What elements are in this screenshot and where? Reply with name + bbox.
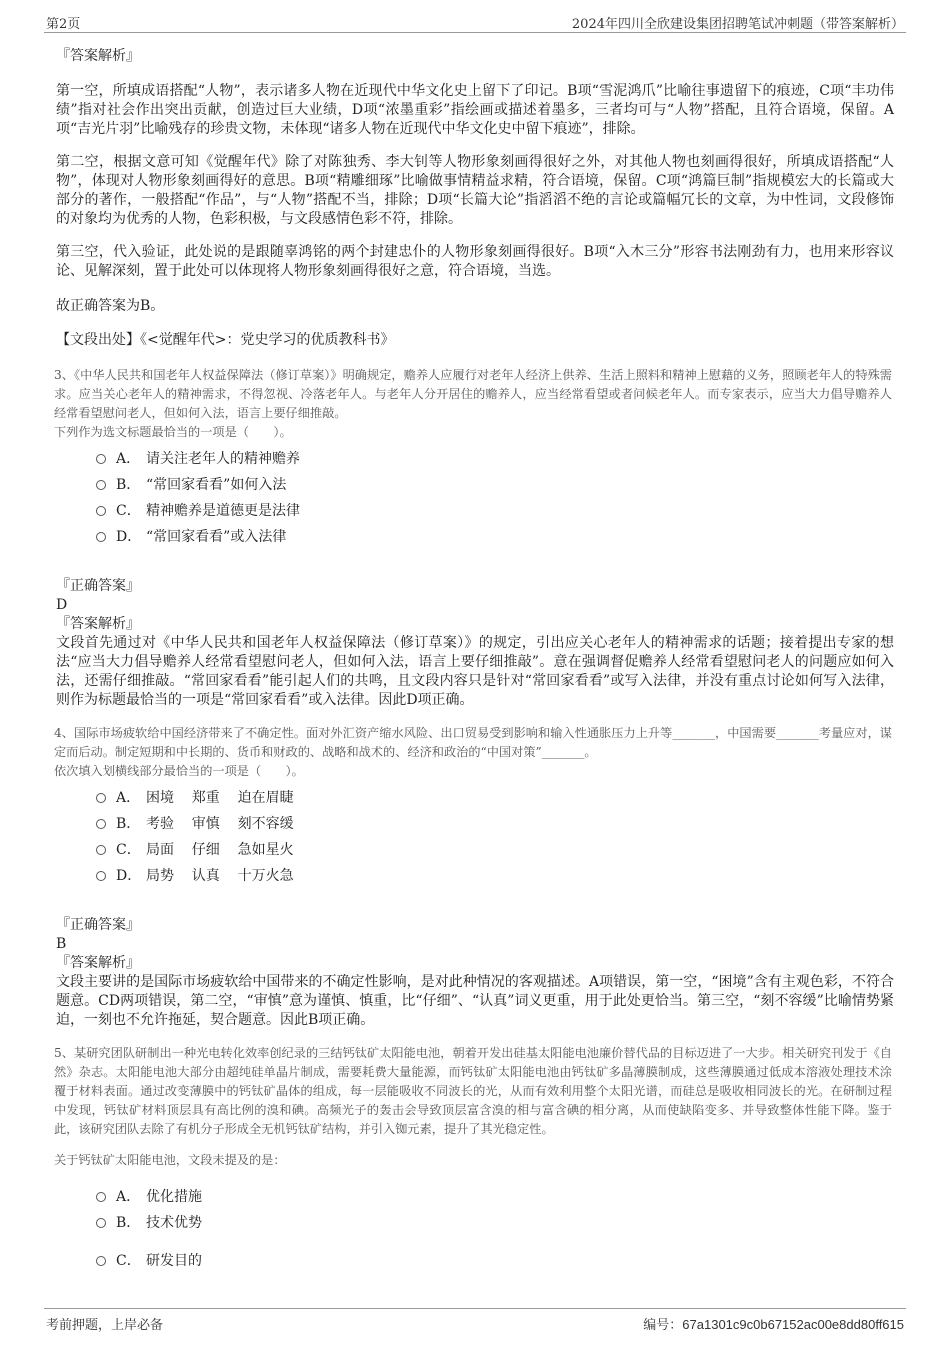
- question-prompt: 依次填入划横线部分最恰当的一项是（ ）。: [54, 764, 304, 778]
- radio-button[interactable]: [96, 480, 106, 490]
- footer-slogan: 考前押题，上岸必备: [46, 1318, 164, 1333]
- option-d[interactable]: D． “常回家看看”或入法律: [96, 524, 894, 550]
- text-source: 【文段出处】《<觉醒年代>：党史学习的优质教科书》: [56, 332, 395, 348]
- option-c[interactable]: C． 精神赡养是道德更是法律: [96, 498, 894, 524]
- analysis-conclusion: 故正确答案为B。: [56, 298, 165, 314]
- option-d[interactable]: D． 局势 认真 十万火急: [96, 863, 894, 889]
- option-a[interactable]: A． 请关注老年人的精神赡养: [96, 446, 894, 472]
- radio-button[interactable]: [96, 454, 106, 464]
- page-footer: [44, 1308, 906, 1333]
- question-5: [56, 1044, 894, 1274]
- option-b[interactable]: B． 技术优势: [96, 1210, 894, 1236]
- radio-button[interactable]: [96, 506, 106, 516]
- analysis-paragraph-3: 第三空，代入验证，此处说的是跟随辜鸿铭的两个封建忠仆的人物形象刻画得很好。B项“入木三分”形容书法刚劲有力，也用来形容议论、见解深刻，置于此处可以体现将人物形象刻画得很好之意，符合语境，当选。: [56, 244, 894, 279]
- analysis-paragraph-2: 第二空，根据文意可知《觉醒年代》除了对陈独秀、李大钊等人物形象刻画得很好之外，对其他人物也刻画得很好，所填成语搭配“人物”，体现对人物形象刻画得好的意思。B项“精雕细琢”比喻做事情精益求精，符合语境，保留。C项“鸿篇巨制”指规模宏大的长篇或大部分的著作，一般搭配“作品”，与“人物”搭配不当，排除；D项“长篇大论”指滔滔不绝的言论或篇幅冗长的文章，为中性词，文段修饰的对象均为优秀的人物，色彩积极，与文段感情色彩不符，排除。: [56, 154, 894, 227]
- option-b[interactable]: B． “常回家看看”如何入法: [96, 472, 894, 498]
- option-c[interactable]: C． 局面 仔细 急如星火: [96, 837, 894, 863]
- analysis-label: 『答案解析』: [56, 955, 140, 971]
- radio-button[interactable]: [96, 532, 106, 542]
- question-3: [56, 366, 894, 710]
- question-stem: 4、国际市场疲软给中国经济带来了不确定性。面对外汇资产缩水风险、出口贸易受到影响和输入性通胀压力上升等_______，中国需要_______考量应对，谋定而后动。制定短期和中长期的、货币和财政的、战略和战术的、经济和政治的“中国对策”_______。: [54, 726, 892, 759]
- analysis-text: 文段主要讲的是国际市场疲软给中国带来的不确定性影响，是对此种情况的客观描述。A项错误，第一空，“困境”含有主观色彩，不符合题意。CD两项错误，第二空，“审慎”意为谨慎、慎重，比“仔细”、“认真”词义更重，用于此处更恰当。第三空，“刻不容缓”比喻情势紧迫，一刻也不允许拖延，契合题意。因此B项正确。: [56, 974, 894, 1028]
- correct-answer-label: 『正确答案』: [56, 917, 140, 933]
- option-list: [96, 446, 894, 550]
- option-b[interactable]: B． 考验 审慎 刻不容缓: [96, 811, 894, 837]
- radio-button[interactable]: [96, 845, 106, 855]
- page-number: 第2页: [46, 17, 81, 32]
- page-header: [44, 10, 906, 33]
- option-c[interactable]: C． 研发目的: [96, 1248, 894, 1274]
- option-a[interactable]: A． 优化措施: [96, 1184, 894, 1210]
- radio-button[interactable]: [96, 871, 106, 881]
- document-code: 编号：67a1301c9c0b67152ac00e8dd80ff615: [643, 1317, 904, 1333]
- correct-answer: D: [56, 597, 68, 613]
- document-title: 2024年四川全欣建设集团招聘笔试冲刺题（带答案解析）: [571, 17, 904, 32]
- option-a[interactable]: A． 困境 郑重 迫在眉睫: [96, 785, 894, 811]
- analysis-label: 『答案解析』: [56, 616, 140, 632]
- analysis-paragraph-1: 第一空，所填成语搭配“人物”，表示诸多人物在近现代中华文化史上留下了印记。B项“雪泥鸿爪”比喻往事遗留下的痕迹，C项“丰功伟绩”指对社会作出突出贡献，创造过巨大业绩，D项“浓墨重彩”指绘画或描述着墨多，三者均可与“人物”搭配，且符合语境，保留。A项“吉光片羽”比喻残存的珍贵文物，未体现“诸多人物在近现代中华文化史中留下痕迹”，排除。: [56, 83, 894, 137]
- question-stem: 3、《中华人民共和国老年人权益保障法（修订草案）》明确规定，赡养人应履行对老年人经济上供养、生活上照料和精神上慰藉的义务，照顾老年人的特殊需求。应当关心老年人的精神需求，不得忽视、冷落老年人。与老年人分开居住的赡养人，应当经常看望或者问候老年人。而专家表示，应当大力倡导赡养人经常看望慰问老人，但如何入法，语言上要仔细推敲。: [54, 368, 892, 420]
- radio-button[interactable]: [96, 819, 106, 829]
- radio-button[interactable]: [96, 1256, 106, 1266]
- question-prompt: 下列作为选文标题最恰当的一项是（ ）。: [54, 425, 292, 439]
- question-prompt: 关于钙钛矿太阳能电池，文段未提及的是：: [54, 1153, 286, 1167]
- question-4: [56, 724, 894, 1030]
- radio-button[interactable]: [96, 1218, 106, 1228]
- radio-button[interactable]: [96, 793, 106, 803]
- analysis-label: 『答案解析』: [56, 48, 140, 64]
- question-stem: 5、某研究团队研制出一种光电转化效率创纪录的三结钙钛矿太阳能电池，朝着开发出硅基太阳能电池廉价替代品的目标迈进了一大步。相关研究刊发于《自然》杂志。太阳能电池大部分由超纯硅单晶片制成，需要耗费大量能源，而钙钛矿太阳能电池由钙钛矿多晶薄膜制成，这些薄膜通过低成本溶液处理技术涂覆于材料表面。通过改变薄膜中的钙钛矿晶体的组成，每一层能吸收不同波长的光，从而有效利用整个太阳光谱，而硅总是吸收相同波长的光。在研制过程中发现，钙钛矿材料顶层具有高比例的溴和碘。高频光子的轰击会导致顶层富含溴的相与富含碘的相分离，从而使缺陷变多、并导致整体性能下降。鉴于此，该研究团队去除了有机分子形成全无机钙钛矿结构，并引入铷元素，提升了其光稳定性。: [54, 1046, 892, 1136]
- correct-answer: B: [56, 936, 67, 952]
- option-list: [96, 1184, 894, 1274]
- analysis-text: 文段首先通过对《中华人民共和国老年人权益保障法（修订草案）》的规定，引出应关心老年人的精神需求的话题；接着提出专家的想法“应当大力倡导赡养人经常看望慰问老人，但如何入法，语言上要仔细推敲”。意在强调督促赡养人经常看望慰问老人的问题应如何入法，还需仔细推敲。“常回家看看”能引起人们的共鸣，且文段内容只是针对“常回家看看”或写入法律，并没有重点讨论如何写入法律，则作为标题最恰当的一项是“常回家看看”或入法律。因此D项正确。: [56, 635, 894, 708]
- radio-button[interactable]: [96, 1192, 106, 1202]
- page-content: [56, 46, 894, 1274]
- correct-answer-label: 『正确答案』: [56, 578, 140, 594]
- option-list: [96, 785, 894, 889]
